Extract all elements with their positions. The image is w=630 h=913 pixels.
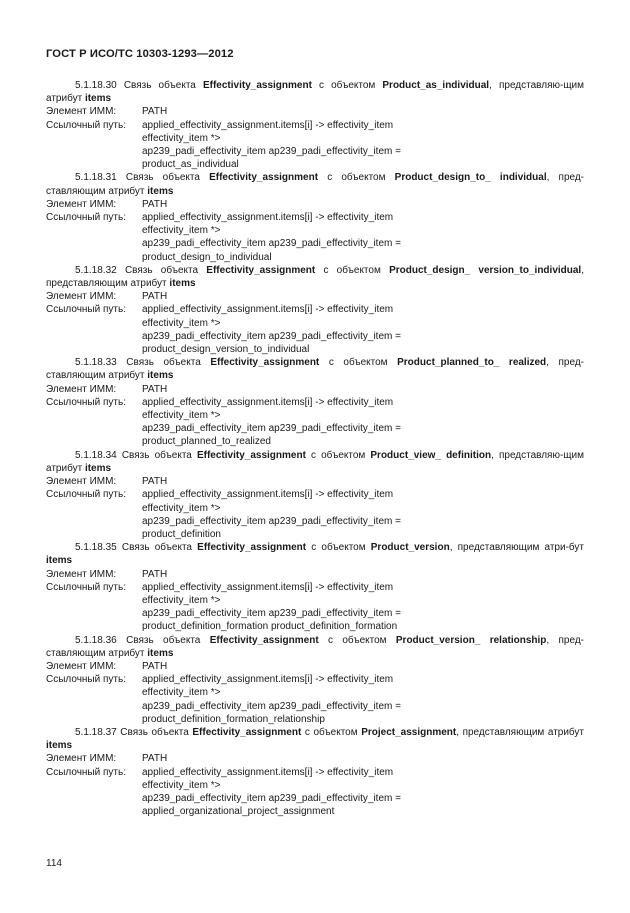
element-value: PATH <box>142 106 168 118</box>
path-line: applied_effectivity_assignment.items[i] -> effectivity_item <box>142 396 394 408</box>
page-number: 114 <box>46 858 62 869</box>
clause-tail-a: , представляю-щим атрибут <box>46 449 584 474</box>
clause-entity: Effectivity_assignment <box>209 634 319 646</box>
element-row <box>46 198 584 211</box>
element-row <box>46 568 584 581</box>
clause-attr: items <box>147 647 174 659</box>
path-row <box>46 713 584 726</box>
element-label: Элемент ИММ: <box>46 106 117 118</box>
path-row <box>46 119 584 132</box>
element-value: PATH <box>142 753 168 765</box>
path-row <box>46 251 584 264</box>
path-line: ap239_padi_effectivity_item ap239_padi_effectivity_item = <box>142 608 401 620</box>
clause-attr: items <box>169 278 196 290</box>
clause-section <box>46 264 584 356</box>
clause-paragraph <box>46 634 584 660</box>
element-label: Элемент ИММ: <box>46 291 117 303</box>
clause-attr: items <box>147 370 174 382</box>
clause-paragraph <box>46 449 584 475</box>
document-header: ГОСТ Р ИСО/ТС 10303-1293—2012 <box>46 48 234 60</box>
clause-lead: Связь объекта <box>120 726 189 738</box>
path-label-spacer <box>46 700 142 713</box>
element-row <box>46 290 584 303</box>
clause-attr: items <box>84 462 112 474</box>
path-line: product_definition <box>142 528 221 540</box>
clause-lead: Связь объекта <box>121 449 192 461</box>
path-label-spacer <box>46 132 142 145</box>
path-row <box>46 515 584 528</box>
path-line: ap239_padi_effectivity_item ap239_padi_effectivity_item = <box>142 146 401 158</box>
element-row <box>46 660 584 673</box>
path-label-spacer <box>46 502 142 515</box>
clause-section <box>46 171 584 263</box>
path-label-spacer <box>46 145 142 158</box>
clause-tail-a: , пред-ставляющим атрибут <box>46 172 585 197</box>
clause-paragraph <box>46 726 584 752</box>
clause-target: Project_assignment <box>361 726 457 738</box>
path-label: Ссылочный путь: <box>46 766 126 778</box>
path-line: effectivity_item *> <box>142 132 221 144</box>
clause-entity: Effectivity_assignment <box>210 357 320 369</box>
path-row <box>46 766 584 779</box>
element-value: PATH <box>142 568 168 580</box>
clause-paragraph <box>46 79 584 105</box>
path-label-spacer <box>46 317 142 330</box>
path-label-spacer <box>46 330 142 343</box>
path-row <box>46 435 584 448</box>
element-value: PATH <box>142 476 168 488</box>
clause-paragraph <box>46 171 584 197</box>
path-row <box>46 673 584 686</box>
element-value: PATH <box>142 291 168 303</box>
element-row <box>46 383 584 396</box>
path-line: effectivity_item *> <box>142 502 221 514</box>
path-label: Ссылочный путь: <box>46 489 126 501</box>
path-label-spacer <box>46 409 142 422</box>
path-label-spacer <box>46 343 142 356</box>
path-label-spacer <box>46 158 142 171</box>
path-row <box>46 594 584 607</box>
path-label-spacer <box>46 607 142 620</box>
clause-paragraph <box>46 264 584 290</box>
path-line: applied_effectivity_assignment.items[i] -> effectivity_item <box>142 212 394 224</box>
clause-entity: Effectivity_assignment <box>192 726 302 738</box>
clause-mid: с объектом <box>327 172 386 184</box>
clause-num: 5.1.18.36 <box>75 634 117 646</box>
path-row <box>46 211 584 224</box>
clause-entity: Effectivity_assignment <box>196 449 306 461</box>
clause-num: 5.1.18.30 <box>75 80 117 91</box>
path-line: product_design_version_to_individual <box>142 344 310 356</box>
path-row <box>46 686 584 699</box>
path-line: applied_effectivity_assignment.items[i] -> effectivity_item <box>142 489 394 501</box>
clause-mid: с объектом <box>311 542 366 554</box>
path-line: ap239_padi_effectivity_item ap239_padi_effectivity_item = <box>142 792 401 804</box>
path-line: effectivity_item *> <box>142 317 221 329</box>
path-label-spacer <box>46 779 142 792</box>
clause-num: 5.1.18.34 <box>75 449 117 461</box>
clause-num: 5.1.18.37 <box>75 726 117 738</box>
path-label-spacer <box>46 515 142 528</box>
element-row <box>46 105 584 118</box>
path-line: ap239_padi_effectivity_item ap239_padi_effectivity_item = <box>142 515 401 527</box>
path-label-spacer <box>46 251 142 264</box>
clause-section <box>46 634 584 726</box>
path-line: effectivity_item *> <box>142 779 221 791</box>
element-row <box>46 752 584 765</box>
path-label-spacer <box>46 422 142 435</box>
path-label: Ссылочный путь: <box>46 212 126 224</box>
path-row <box>46 132 584 145</box>
path-row <box>46 303 584 316</box>
clause-attr: items <box>84 93 112 105</box>
path-line: applied_effectivity_assignment.items[i] -> effectivity_item <box>142 304 394 316</box>
path-label-spacer <box>46 713 142 726</box>
path-row <box>46 145 584 158</box>
path-label: Ссылочный путь: <box>46 119 126 131</box>
clause-attr: items <box>46 555 73 567</box>
path-line: applied_effectivity_assignment.items[i] -> effectivity_item <box>142 119 394 131</box>
path-row <box>46 422 584 435</box>
clause-tail-a: , представляю-щим атрибут <box>46 80 585 105</box>
path-line: product_definition_formation_relationship <box>142 713 325 725</box>
clause-target: Product_planned_to_ realized <box>397 357 547 369</box>
path-line: applied_effectivity_assignment.items[i] -> effectivity_item <box>142 766 394 778</box>
path-label-spacer <box>46 792 142 805</box>
clause-mid: с объектом <box>304 726 358 738</box>
path-line: effectivity_item *> <box>142 687 221 699</box>
clause-tail-a: , представляющим атри-бут <box>449 542 584 554</box>
clause-num: 5.1.18.32 <box>75 264 117 276</box>
path-line: applied_effectivity_assignment.items[i] -> effectivity_item <box>142 581 394 593</box>
path-label-spacer <box>46 805 142 818</box>
path-label-spacer <box>46 620 142 633</box>
path-label: Ссылочный путь: <box>46 581 126 593</box>
element-label: Элемент ИММ: <box>46 568 117 580</box>
path-line: ap239_padi_effectivity_item ap239_padi_effectivity_item = <box>142 700 401 712</box>
clause-attr: items <box>147 185 174 197</box>
clause-section <box>46 79 584 171</box>
path-label-spacer <box>46 224 142 237</box>
path-label-spacer <box>46 686 142 699</box>
path-line: ap239_padi_effectivity_item ap239_padi_effectivity_item = <box>142 238 401 250</box>
clause-section <box>46 726 584 818</box>
path-row <box>46 528 584 541</box>
clause-lead: Связь объекта <box>126 634 201 646</box>
path-row <box>46 779 584 792</box>
clause-num: 5.1.18.33 <box>75 357 117 369</box>
path-row <box>46 158 584 171</box>
clause-paragraph <box>46 541 584 567</box>
clause-target: Product_design_to_ individual <box>394 172 547 184</box>
path-row <box>46 409 584 422</box>
clause-target: Product_version <box>370 542 450 554</box>
path-line: applied_effectivity_assignment.items[i] -> effectivity_item <box>142 674 394 686</box>
clause-entity: Effectivity_assignment <box>209 172 319 184</box>
path-line: product_definition_formation product_definition_formation <box>142 621 398 633</box>
path-label-spacer <box>46 435 142 448</box>
path-row <box>46 792 584 805</box>
path-row <box>46 343 584 356</box>
clause-paragraph <box>46 356 584 382</box>
path-line: product_as_individual <box>142 159 239 171</box>
path-label: Ссылочный путь: <box>46 674 126 686</box>
element-value: PATH <box>142 660 168 672</box>
clause-mid: с объектом <box>311 449 366 461</box>
clause-target: Product_design_ version_to_individual <box>389 264 582 276</box>
path-line: ap239_padi_effectivity_item ap239_padi_effectivity_item = <box>142 330 401 342</box>
clause-section <box>46 541 584 633</box>
clause-num: 5.1.18.35 <box>75 542 117 554</box>
path-row <box>46 607 584 620</box>
element-value: PATH <box>142 198 168 210</box>
path-label-spacer <box>46 594 142 607</box>
path-label-spacer <box>46 528 142 541</box>
element-label: Элемент ИММ: <box>46 198 117 210</box>
element-label: Элемент ИММ: <box>46 753 117 765</box>
clause-lead: Связь объекта <box>124 264 199 276</box>
clause-tail-a: , пред-ставляющим атрибут <box>46 634 585 659</box>
element-label: Элемент ИММ: <box>46 660 117 672</box>
clause-entity: Effectivity_assignment <box>197 542 307 554</box>
path-row <box>46 330 584 343</box>
path-row <box>46 488 584 501</box>
clause-num: 5.1.18.31 <box>75 172 117 184</box>
path-row <box>46 237 584 250</box>
clause-target: Product_view_ definition <box>370 449 492 461</box>
path-line: product_design_to_individual <box>142 251 272 263</box>
clause-attr: items <box>46 740 73 752</box>
path-row <box>46 700 584 713</box>
clause-lead: Связь объекта <box>123 80 196 91</box>
path-row <box>46 620 584 633</box>
document-body <box>46 79 584 818</box>
path-line: product_planned_to_realized <box>142 436 271 448</box>
element-label: Элемент ИММ: <box>46 383 117 395</box>
path-line: ap239_padi_effectivity_item ap239_padi_effectivity_item = <box>142 423 401 435</box>
clause-section <box>46 449 584 541</box>
path-row <box>46 317 584 330</box>
path-label: Ссылочный путь: <box>46 304 126 316</box>
path-line: effectivity_item *> <box>142 225 221 237</box>
path-row <box>46 396 584 409</box>
path-row <box>46 502 584 515</box>
clause-lead: Связь объекта <box>125 172 200 184</box>
element-label: Элемент ИММ: <box>46 476 117 488</box>
element-row <box>46 475 584 488</box>
clause-mid: с объектом <box>319 80 376 91</box>
clause-mid: с объектом <box>323 264 381 276</box>
path-line: applied_organizational_project_assignment <box>142 806 335 818</box>
clause-target: Product_version_ relationship <box>395 634 547 646</box>
clause-tail-a: , представляющим атрибут <box>46 264 584 290</box>
clause-lead: Связь объекта <box>126 357 201 369</box>
clause-mid: с объектом <box>328 357 388 369</box>
clause-mid: с объектом <box>328 634 387 646</box>
path-label: Ссылочный путь: <box>46 396 126 408</box>
clause-tail-a: , пред-ставляющим атрибут <box>46 357 584 382</box>
path-row <box>46 224 584 237</box>
path-line: effectivity_item *> <box>142 410 221 422</box>
clause-section <box>46 356 584 448</box>
clause-entity: Effectivity_assignment <box>206 264 316 276</box>
clause-entity: Effectivity_assignment <box>202 80 312 91</box>
path-label-spacer <box>46 237 142 250</box>
path-line: effectivity_item *> <box>142 594 221 606</box>
path-row <box>46 805 584 818</box>
path-row <box>46 581 584 594</box>
clause-tail-a: , представляющим атрибут <box>456 726 585 738</box>
clause-target: Product_as_individual <box>382 80 490 91</box>
element-value: PATH <box>142 383 168 395</box>
clause-lead: Связь объекта <box>121 542 192 554</box>
